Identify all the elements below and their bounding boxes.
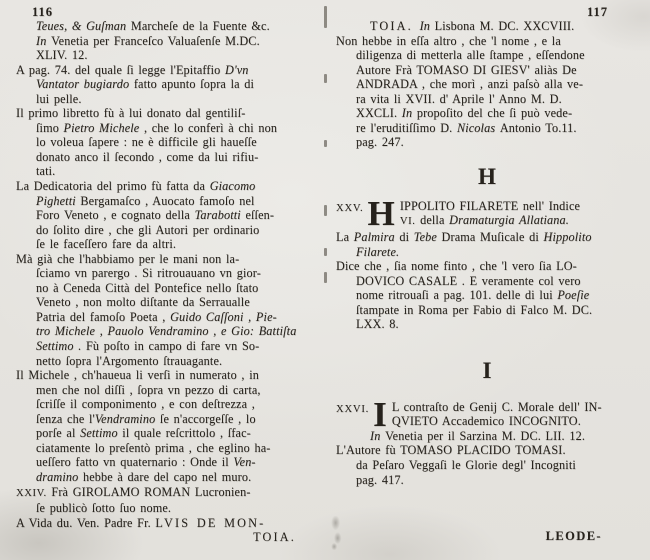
text-segment: VI. bbox=[399, 216, 421, 228]
drop-cap: I bbox=[373, 394, 387, 434]
text-line bbox=[336, 458, 638, 473]
text-line bbox=[16, 135, 322, 150]
text-segment: TOIA. bbox=[253, 530, 296, 545]
scan-smudge bbox=[330, 516, 344, 550]
text-line bbox=[336, 288, 638, 303]
paragraph-autore bbox=[336, 443, 638, 487]
gutter-binding-mark bbox=[324, 74, 327, 83]
text-segment: Frà GIROLAMO ROMAN Lucronien- bbox=[51, 484, 251, 499]
text-segment: Patria del famoſo Poeta , bbox=[36, 309, 171, 324]
text-line bbox=[16, 266, 322, 281]
text-line bbox=[16, 485, 322, 502]
entry-palmira bbox=[336, 230, 638, 259]
text-segment: nome ritrouaſi a pag. 101. delle di lui bbox=[356, 288, 558, 303]
text-line bbox=[16, 412, 322, 427]
gutter-binding-mark bbox=[324, 248, 327, 256]
entry-xxiv bbox=[16, 485, 322, 516]
entry-vida bbox=[16, 516, 322, 545]
text-line bbox=[16, 397, 322, 412]
text-segment: Filarete. bbox=[356, 244, 400, 259]
text-line bbox=[16, 530, 322, 545]
text-segment: XLIV. 12. bbox=[36, 48, 88, 63]
text-segment: ueſſero fatto vn quaternario : Onde il bbox=[36, 455, 234, 470]
text-segment: netto ſopra l'Argomento ſtrauagante. bbox=[36, 353, 223, 368]
text-segment: pag. 417. bbox=[356, 472, 404, 487]
text-segment: ſe n'accorgeſſe , lo bbox=[155, 411, 256, 426]
text-line bbox=[336, 48, 638, 63]
text-segment: Venetia per Franceſco Valuaſenſe M.DC. bbox=[51, 33, 260, 48]
text-line bbox=[336, 106, 638, 121]
paragraph-dedicatoria bbox=[16, 179, 322, 252]
text-segment: no à Ceneda Città del Pontefice nello ſtato bbox=[36, 280, 259, 295]
text-line bbox=[336, 259, 638, 274]
text-segment: ſenza che l' bbox=[36, 411, 95, 426]
text-segment: Ven- bbox=[233, 455, 256, 470]
text-segment: In bbox=[419, 19, 435, 33]
text-segment: ANDRADA , che morì , anzi paſsò alla ve- bbox=[356, 77, 584, 92]
text-segment: L'Autore fù TOMASO PLACIDO TOMASI. bbox=[336, 443, 566, 458]
text-segment: ſtampate in Roma per Fabio di Falco M. DC. bbox=[356, 302, 593, 317]
text-segment: D'vn bbox=[225, 62, 249, 77]
text-line bbox=[16, 441, 322, 456]
text-line bbox=[336, 63, 638, 78]
paragraph-dice-che bbox=[336, 259, 638, 332]
text-segment: Teues, & Guſman bbox=[36, 19, 131, 33]
text-line bbox=[16, 354, 322, 369]
text-segment: Poeſie bbox=[557, 288, 590, 303]
text-line bbox=[16, 324, 322, 339]
text-segment: DOVICO CASALE . E veramente col vero bbox=[356, 273, 581, 288]
text-line bbox=[16, 48, 322, 63]
text-segment: della bbox=[420, 213, 450, 228]
text-line bbox=[336, 92, 638, 107]
text-segment: pag. 247. bbox=[356, 135, 404, 150]
text-segment: ſcriſſe il componimento , e con deſtrezza , bbox=[36, 397, 255, 412]
text-segment: In bbox=[36, 33, 52, 48]
text-segment: A pag. 74. del quale ſi legge l'Epitaffio bbox=[16, 62, 226, 77]
text-line bbox=[392, 414, 638, 429]
gutter-binding-mark bbox=[324, 272, 327, 283]
text-line bbox=[336, 245, 638, 260]
text-segment: Fù poſto in campo di fare vn So- bbox=[86, 339, 260, 354]
entry-xxvi-imprint bbox=[336, 429, 638, 444]
paragraph-michele-sonetto bbox=[16, 368, 322, 484]
text-segment: In bbox=[370, 428, 386, 443]
text-line bbox=[336, 303, 638, 318]
text-segment: Tebe bbox=[413, 230, 442, 245]
paragraph-non-hebbe bbox=[336, 34, 638, 150]
text-segment: Mà già che l'habbiamo per le mani non la- bbox=[16, 251, 240, 266]
text-segment: Veneto , non molto diſtante da Serraualle bbox=[36, 295, 250, 310]
text-segment: , che lo conferì à chi non bbox=[139, 120, 278, 135]
text-segment: fatto apunto ſopra la di bbox=[133, 77, 255, 92]
text-line bbox=[16, 34, 322, 49]
text-segment: il quale reſcrittolo , ſfac- bbox=[117, 426, 251, 441]
text-segment: da Peſaro Veggaſi le Glorie degl' Incogniti bbox=[356, 458, 576, 473]
text-segment: L contraſto de Genij C. Morale dell' IN- bbox=[391, 399, 602, 414]
text-segment: ſimo bbox=[36, 120, 64, 135]
page-number-right: 117 bbox=[586, 5, 608, 19]
text-segment: Lisbona M. DC. XXCVIII. bbox=[434, 19, 575, 33]
text-line bbox=[16, 426, 322, 441]
section-letter: I bbox=[482, 357, 492, 383]
text-line bbox=[16, 383, 322, 398]
text-line bbox=[16, 368, 322, 383]
drop-cap-lines bbox=[400, 199, 638, 230]
text-segment: tati. bbox=[36, 164, 56, 179]
text-line bbox=[16, 77, 322, 92]
text-segment: Pighetti bbox=[36, 193, 81, 208]
text-segment: re l'eruditiſſimo D. bbox=[356, 120, 457, 135]
paragraph-primo-libretto bbox=[16, 106, 322, 179]
text-line bbox=[336, 34, 638, 49]
text-segment: LXX. 8. bbox=[356, 317, 399, 332]
text-segment: Giacomo bbox=[209, 179, 256, 194]
text-line bbox=[336, 230, 638, 245]
text-line bbox=[16, 208, 322, 223]
text-line bbox=[400, 199, 638, 214]
text-segment: Settimo . bbox=[36, 339, 86, 354]
text-line bbox=[16, 121, 322, 136]
text-line bbox=[400, 213, 638, 230]
text-line bbox=[336, 443, 638, 458]
text-segment: Hippolito bbox=[543, 230, 592, 245]
text-segment: Il primo libretto fù à lui donato dal gentiliſ- bbox=[16, 106, 246, 121]
text-line bbox=[16, 194, 322, 209]
text-segment: Foro Veneto , e cognato della bbox=[36, 208, 195, 223]
text-segment: lui pelle. bbox=[36, 91, 82, 106]
text-segment: men che nol diſſi , ſopra vn pezzo di carta, bbox=[36, 382, 261, 397]
text-segment: lo voleua ſapere : ne è difficile gli haueſſe bbox=[36, 135, 257, 150]
text-line bbox=[336, 429, 638, 444]
text-line bbox=[16, 470, 322, 485]
text-line bbox=[336, 317, 638, 332]
text-segment: propoſito del che ſi può vede- bbox=[416, 106, 573, 121]
entry-number: XXV. bbox=[336, 202, 364, 214]
text-segment: Venetia per il Sarzina M. DC. LII. 12. bbox=[385, 428, 586, 443]
text-line bbox=[16, 252, 322, 267]
text-segment: Non hebbe in eſſa altro , che 'l nome , e la bbox=[336, 33, 561, 48]
text-segment: porſe al bbox=[36, 426, 81, 441]
text-line bbox=[16, 501, 322, 516]
paragraph-epitaffio bbox=[16, 63, 322, 107]
text-line bbox=[16, 339, 322, 354]
text-segment: ciatamente lo preſentò prima , che eglino ha- bbox=[36, 440, 271, 455]
text-segment: dramino bbox=[36, 469, 79, 484]
text-line bbox=[16, 455, 322, 470]
text-segment: ſe le faceſſero fare da altri. bbox=[36, 237, 177, 252]
text-segment: Tarabotti bbox=[194, 208, 241, 223]
text-line bbox=[16, 164, 322, 179]
text-line bbox=[16, 179, 322, 194]
text-segment: Dramaturgia Allatiana. bbox=[449, 213, 569, 228]
paragraph-parergo bbox=[16, 252, 322, 368]
text-segment: donato anco il ſecondo , come da lui rifiu- bbox=[36, 149, 259, 164]
text-segment: Nicolas bbox=[456, 120, 500, 135]
text-segment: do ſolito dire , che gli Autori per ordinario bbox=[36, 222, 260, 237]
text-line bbox=[336, 274, 638, 289]
text-line bbox=[336, 19, 638, 34]
text-line bbox=[16, 92, 322, 107]
gutter-binding-mark bbox=[324, 140, 327, 147]
text-segment: Autore Frà TOMASO DI GIESV' aliàs De bbox=[356, 62, 577, 77]
text-segment: ſe publicò ſotto ſuo nome. bbox=[36, 501, 172, 516]
text-line bbox=[16, 150, 322, 165]
right-page-column bbox=[336, 5, 638, 557]
text-segment: TOIA. bbox=[370, 19, 420, 33]
text-line bbox=[16, 516, 322, 531]
left-page-column bbox=[16, 5, 322, 557]
entry-xxvi bbox=[336, 394, 638, 434]
entry-toia-continuation bbox=[336, 19, 638, 34]
text-segment: di bbox=[399, 230, 414, 245]
entry-xxv bbox=[336, 193, 638, 233]
text-segment: Marcheſe de la Fuente &c. bbox=[130, 19, 270, 33]
text-segment: In bbox=[401, 106, 417, 121]
text-segment: Guido Caſſoni , Pie- bbox=[170, 309, 277, 324]
text-segment: Pietro Michele bbox=[63, 120, 140, 135]
text-line bbox=[336, 121, 638, 136]
text-segment: La bbox=[336, 230, 354, 245]
text-segment: tro Michele , Pauolo Vendramino , e Gio: Battiſta bbox=[36, 324, 297, 339]
entry-continuation bbox=[16, 19, 322, 63]
text-line bbox=[16, 19, 322, 34]
text-segment: Settimo bbox=[80, 426, 118, 441]
gutter-binding-mark bbox=[324, 205, 327, 216]
text-segment: A Vida du. Ven. Padre Fr. bbox=[16, 515, 156, 530]
text-segment: QVIETO Accademico INCOGNITO. bbox=[391, 414, 581, 429]
text-line bbox=[16, 63, 322, 78]
text-segment: La Dedicatoria del primo fù fatta da bbox=[16, 179, 210, 194]
text-segment: Bergamaſco , Auocato famoſo nel bbox=[80, 193, 255, 208]
gutter-binding-mark bbox=[324, 6, 327, 28]
text-line bbox=[16, 295, 322, 310]
text-segment: LVIS DE MON- bbox=[155, 515, 266, 530]
text-segment: eſſen- bbox=[240, 208, 275, 223]
text-line bbox=[16, 310, 322, 325]
section-letter: H bbox=[477, 163, 497, 189]
text-segment: XXCLI. bbox=[356, 106, 402, 121]
text-segment: Vendramino bbox=[94, 411, 156, 426]
text-line bbox=[336, 135, 638, 150]
text-line bbox=[16, 106, 322, 121]
text-segment: Antonio To.11. bbox=[499, 120, 577, 135]
drop-cap-lines bbox=[392, 400, 638, 429]
text-line bbox=[392, 400, 638, 415]
text-line bbox=[336, 77, 638, 92]
text-segment: Drama Muſicale di bbox=[441, 230, 544, 245]
text-segment: Palmira bbox=[353, 230, 400, 245]
text-segment: Il Michele , ch'haueua li verſi in numerato , in bbox=[16, 368, 259, 383]
text-segment: Vantator bugiardo bbox=[36, 77, 134, 92]
text-segment: ra vita li XVII. d' Aprile l' Anno M. D. bbox=[356, 91, 562, 106]
page-number-left: 116 bbox=[32, 5, 54, 19]
text-line bbox=[336, 473, 638, 488]
drop-cap: H bbox=[367, 193, 395, 233]
text-segment: diligenza di metterla alle ſtampe , eſſendone bbox=[356, 48, 585, 63]
text-segment: Dice che , ſia nome finto , che 'l vero ſia LO- bbox=[336, 259, 577, 274]
entry-number: XXVI. bbox=[336, 403, 370, 415]
catchword: LEODE- bbox=[545, 529, 602, 544]
text-line bbox=[16, 281, 322, 296]
text-line bbox=[16, 223, 322, 238]
text-segment: XXIV. bbox=[16, 487, 52, 499]
text-segment: hebbe à dare del capo nel muro. bbox=[78, 469, 252, 484]
text-line bbox=[16, 237, 322, 252]
text-segment: ſciamo vn parergo . Si ritrouauano vn gior- bbox=[36, 266, 261, 281]
text-segment: IPPOLITO FILARETE nell' Indice bbox=[399, 198, 581, 213]
